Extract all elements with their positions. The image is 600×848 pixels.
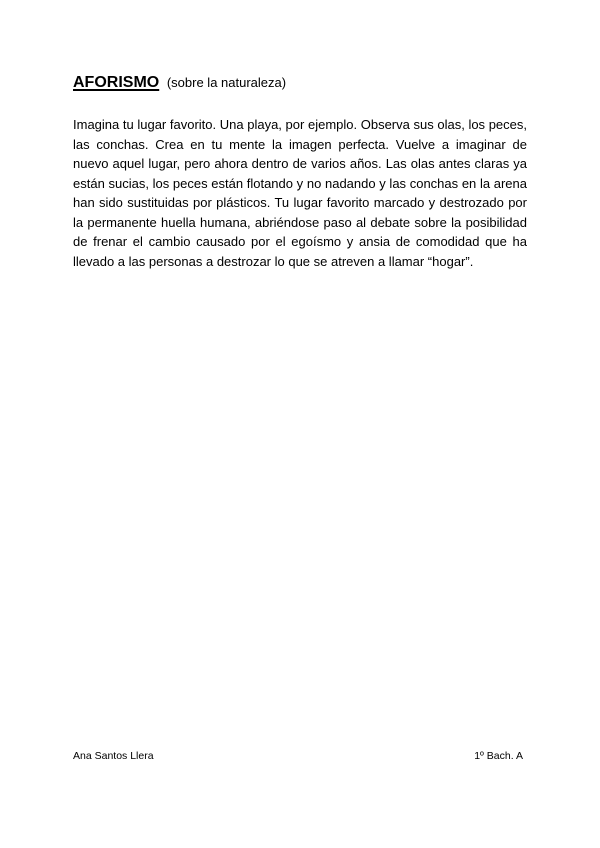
title-line — [73, 73, 533, 93]
body-paragraph: Imagina tu lugar favorito. Una playa, por ejemplo. Observa sus olas, los peces, las conchas. Crea en tu mente la imagen perfecta. Vuelve a imaginar de nuevo aquel lugar, pero ahora dentro de varios años. Las olas antes claras ya están sucias, los peces están flotando y no nadando y las conchas en la arena han sido sustituidas por plásticos. Tu lugar favorito marcado y destrozado por la permanente huella humana, abriéndose paso al debate sobre la posibilidad de frenar el cambio causado por el egoísmo y ansia de comodidad que ha llevado a las personas a destrozar lo que se atreven a llamar “hogar”. — [73, 117, 527, 269]
footer-course: 1º Bach. A — [474, 750, 523, 762]
footer-author: Ana Santos Llera — [73, 750, 154, 762]
document-title: AFORISMO — [73, 74, 160, 91]
document-subtitle: (sobre la naturaleza) — [166, 75, 287, 90]
